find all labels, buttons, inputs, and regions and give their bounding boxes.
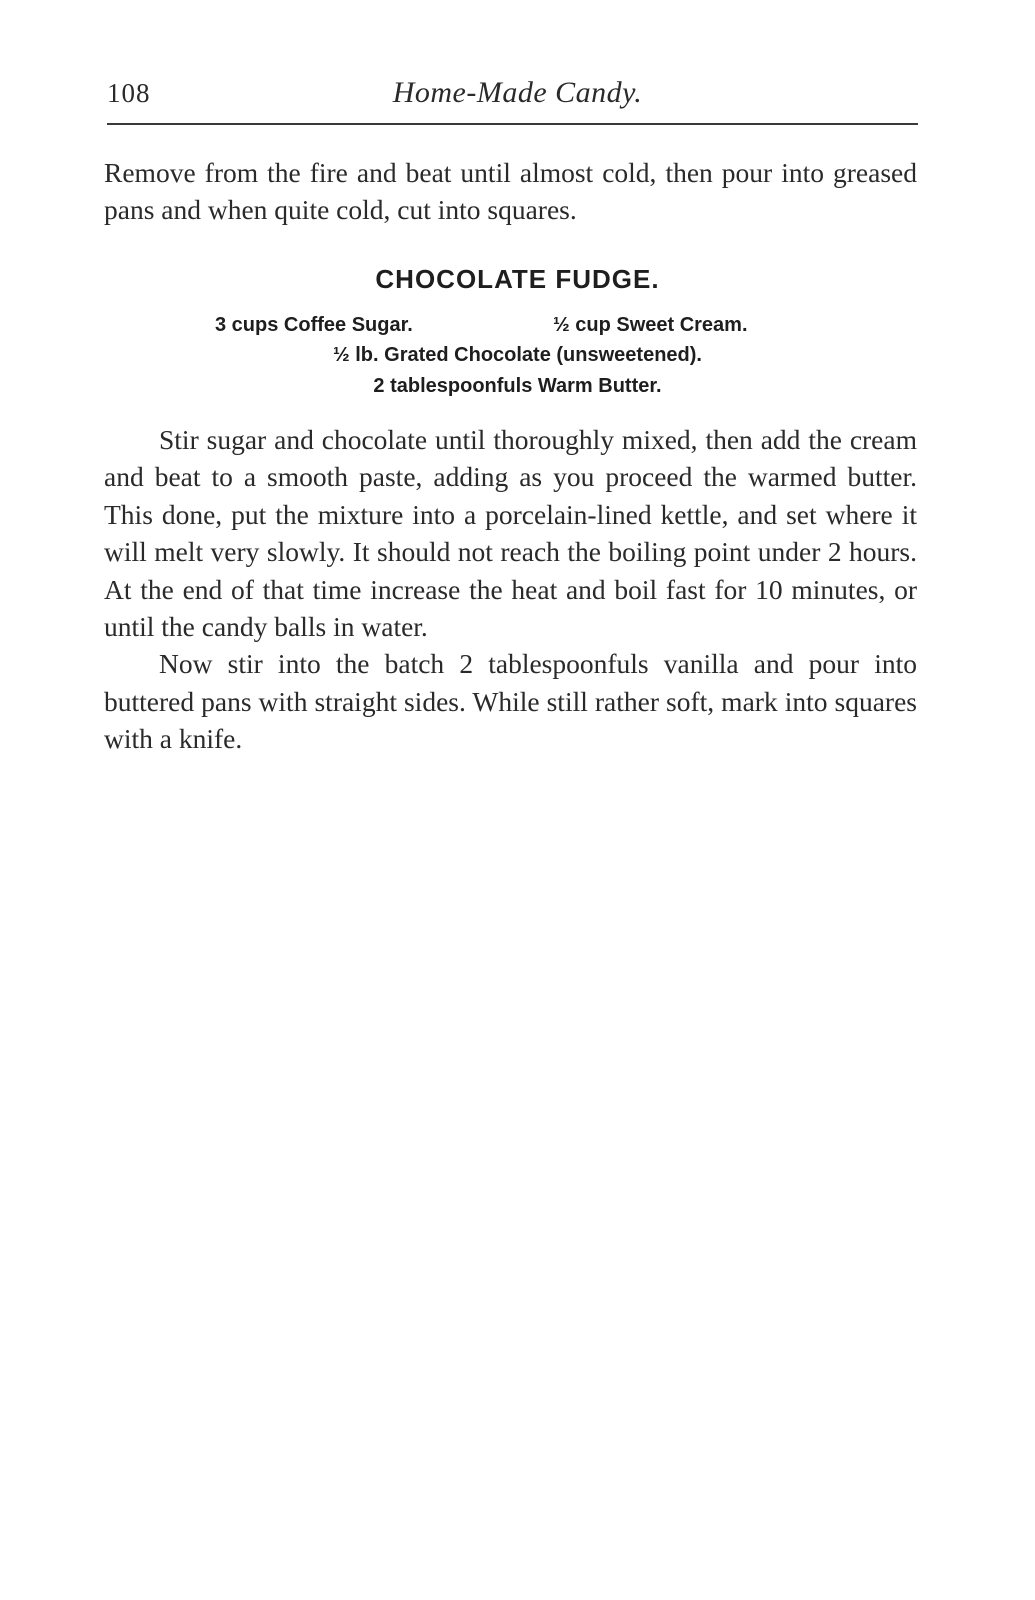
- header-rule: [107, 123, 918, 125]
- ingredient-coffee-sugar: 3 cups Coffee Sugar.: [215, 314, 413, 336]
- recipe-title: CHOCOLATE FUDGE.: [375, 264, 660, 294]
- intro-paragraph: Remove from the fire and beat until almost cold, then pour into greased pans and when quite cold, cut into squares.: [104, 157, 917, 226]
- method-paragraph: Now stir into the batch 2 tablespoonfuls vanilla and pour into buttered pans with straight sides. While still rather soft, mark into squares with a knife.: [104, 648, 917, 755]
- method-paragraph: Stir sugar and chocolate until thoroughly mixed, then add the cream and beat to a smooth paste, adding as you proceed the warmed butter. This done, put the mixture into a porcelain-lined kettle, and set where it will melt very slowly. It should not reach the boiling point under 2 hours. At the end of that time increase the heat and boil fast for 10 minutes, or until the candy balls in water.: [104, 424, 917, 643]
- running-title: Home-Made Candy.: [392, 76, 643, 109]
- ingredient-warm-butter: 2 tablespoonfuls Warm Butter.: [373, 375, 662, 397]
- ingredient-grated-chocolate: ½ lb. Grated Chocolate (unsweetened).: [333, 344, 702, 366]
- recipe-method: [104, 421, 917, 758]
- page-number: 108: [107, 78, 151, 108]
- ingredient-sweet-cream: ½ cup Sweet Cream.: [553, 314, 748, 336]
